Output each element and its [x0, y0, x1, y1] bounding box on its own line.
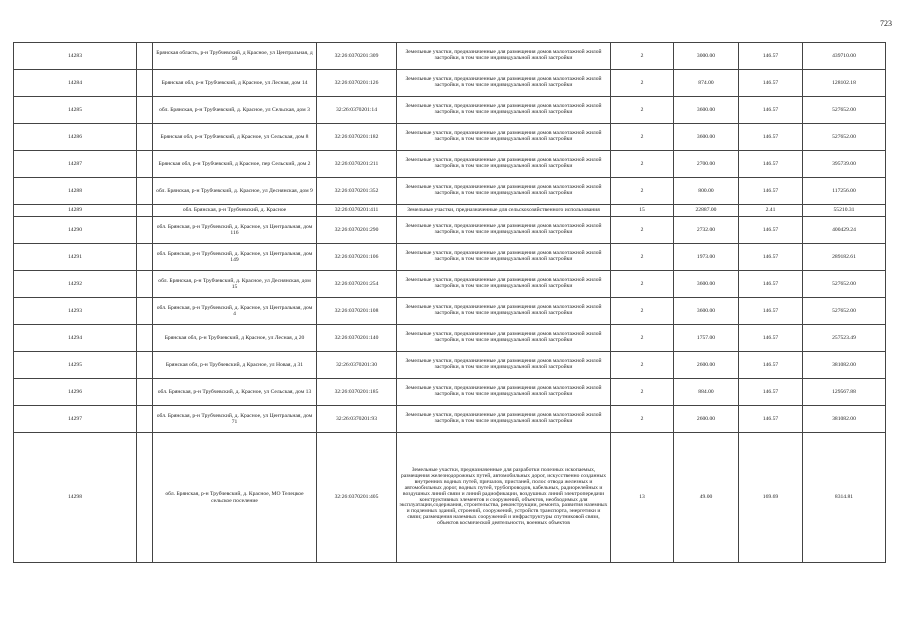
specific-value-cell: 146.57 — [739, 97, 803, 124]
cadastral-number-cell: 32:26:0370201:254 — [317, 271, 397, 298]
table-row — [14, 178, 886, 205]
cadastral-value-cell: 289182.61 — [803, 244, 886, 271]
cadastral-value-cell: 527652.00 — [803, 124, 886, 151]
table-row — [14, 298, 886, 325]
group-cell: 2 — [611, 406, 674, 433]
group-cell: 2 — [611, 178, 674, 205]
table-row — [14, 124, 886, 151]
cadastral-value-cell: 257523.49 — [803, 325, 886, 352]
row-number-cell: 14286 — [14, 124, 137, 151]
land-purpose-cell: Земельные участки, предназначенные для размещения домов малоэтажной жилой застройки, в том числе индивидуальной жилой застройки — [397, 244, 611, 271]
row-number-cell: 14291 — [14, 244, 137, 271]
table-row — [14, 43, 886, 70]
cadastral-number-cell: 32:26:0370201:352 — [317, 178, 397, 205]
group-cell: 2 — [611, 352, 674, 379]
blank-cell — [137, 70, 153, 97]
row-number-cell: 14283 — [14, 43, 137, 70]
land-purpose-cell: Земельные участки, предназначенные для размещения домов малоэтажной жилой застройки, в том числе индивидуальной жилой застройки — [397, 298, 611, 325]
address-cell: обл. Брянская, р-н Трубчевский, д. Красное — [153, 205, 317, 217]
address-cell: Брянская обл, р-н Трубчевский, д Красное, ул Сельская, дом 8 — [153, 124, 317, 151]
page-number: 723 — [880, 19, 892, 28]
area-cell: 3600.00 — [674, 124, 739, 151]
blank-cell — [137, 97, 153, 124]
group-cell: 2 — [611, 43, 674, 70]
group-cell: 2 — [611, 70, 674, 97]
land-purpose-cell: Земельные участки, предназначенные для сельскохозяйственного использования — [397, 205, 611, 217]
cadastral-value-cell: 395739.00 — [803, 151, 886, 178]
area-cell: 1757.00 — [674, 325, 739, 352]
specific-value-cell: 146.57 — [739, 70, 803, 97]
land-purpose-cell: Земельные участки, предназначенные для размещения домов малоэтажной жилой застройки, в том числе индивидуальной жилой застройки — [397, 217, 611, 244]
blank-cell — [137, 406, 153, 433]
specific-value-cell: 146.57 — [739, 217, 803, 244]
area-cell: 2600.00 — [674, 406, 739, 433]
cadastral-number-cell: 32:26:0370201:309 — [317, 43, 397, 70]
group-cell: 2 — [611, 298, 674, 325]
row-number-cell: 14294 — [14, 325, 137, 352]
blank-cell — [137, 433, 153, 563]
row-number-cell: 14292 — [14, 271, 137, 298]
area-cell: 3600.00 — [674, 97, 739, 124]
table-row — [14, 244, 886, 271]
land-purpose-cell: Земельные участки, предназначенные для размещения домов малоэтажной жилой застройки, в том числе индивидуальной жилой застройки — [397, 178, 611, 205]
group-cell: 2 — [611, 244, 674, 271]
blank-cell — [137, 271, 153, 298]
row-number-cell: 14296 — [14, 379, 137, 406]
cadastral-number-cell: 32:26:0370201:411 — [317, 205, 397, 217]
land-purpose-cell: Земельные участки, предназначенные для размещения домов малоэтажной жилой застройки, в том числе индивидуальной жилой застройки — [397, 97, 611, 124]
cadastral-number-cell: 32:26:0370201:185 — [317, 379, 397, 406]
cadastral-value-cell: 381082.00 — [803, 352, 886, 379]
specific-value-cell: 146.57 — [739, 379, 803, 406]
specific-value-cell: 146.57 — [739, 178, 803, 205]
blank-cell — [137, 124, 153, 151]
address-cell: обл. Брянская, р-н Трубчевский, д. Красное, ул Сельская, дом 13 — [153, 379, 317, 406]
area-cell: 1973.00 — [674, 244, 739, 271]
land-purpose-cell: Земельные участки, предназначенные для размещения домов малоэтажной жилой застройки, в том числе индивидуальной жилой застройки — [397, 325, 611, 352]
area-cell: 800.00 — [674, 178, 739, 205]
land-purpose-cell: Земельные участки, предназначенные для размещения домов малоэтажной жилой застройки, в том числе индивидуальной жилой застройки — [397, 151, 611, 178]
specific-value-cell: 146.57 — [739, 244, 803, 271]
table-row — [14, 406, 886, 433]
cadastral-value-cell: 400429.24 — [803, 217, 886, 244]
blank-cell — [137, 298, 153, 325]
row-number-cell: 14297 — [14, 406, 137, 433]
table-row — [14, 97, 886, 124]
row-number-cell: 14298 — [14, 433, 137, 563]
specific-value-cell: 146.57 — [739, 298, 803, 325]
specific-value-cell: 146.57 — [739, 406, 803, 433]
land-purpose-cell: Земельные участки, предназначенные для размещения домов малоэтажной жилой застройки, в том числе индивидуальной жилой застройки — [397, 124, 611, 151]
group-cell: 13 — [611, 433, 674, 563]
address-cell: обл. Брянская, р-н Трубчевский, д. Красное, ул Деснянская, дом 9 — [153, 178, 317, 205]
land-purpose-cell: Земельные участки, предназначенные для размещения домов малоэтажной жилой застройки, в том числе индивидуальной жилой застройки — [397, 352, 611, 379]
blank-cell — [137, 379, 153, 406]
cadastral-value-cell: 527652.00 — [803, 97, 886, 124]
area-cell: 49.00 — [674, 433, 739, 563]
land-purpose-cell: Земельные участки, предназначенные для размещения домов малоэтажной жилой застройки, в том числе индивидуальной жилой застройки — [397, 406, 611, 433]
table-row — [14, 271, 886, 298]
group-cell: 15 — [611, 205, 674, 217]
row-number-cell: 14284 — [14, 70, 137, 97]
cadastral-value-table — [13, 42, 886, 563]
address-cell: обл. Брянская, р-н Трубчевский, д. Красное, МО Телецкое сельское поселение — [153, 433, 317, 563]
blank-cell — [137, 217, 153, 244]
specific-value-cell: 146.57 — [739, 124, 803, 151]
cadastral-number-cell: 32:26:0370201:30 — [317, 352, 397, 379]
row-number-cell: 14285 — [14, 97, 137, 124]
cadastral-value-cell: 129567.88 — [803, 379, 886, 406]
address-cell: обл. Брянская, р-н Трубчевский, д. Красное, ул Центральная, дом 116 — [153, 217, 317, 244]
address-cell: Брянская обл, р-н Трубчевский, д Красное, ул Лесная, д 20 — [153, 325, 317, 352]
cadastral-number-cell: 32:26:0370201:106 — [317, 244, 397, 271]
table-row — [14, 379, 886, 406]
cadastral-number-cell: 32:26:0370201:290 — [317, 217, 397, 244]
table-row — [14, 352, 886, 379]
cadastral-number-cell: 32:26:0370201:108 — [317, 298, 397, 325]
area-cell: 874.00 — [674, 70, 739, 97]
area-cell: 884.00 — [674, 379, 739, 406]
cadastral-number-cell: 32:26:0370201:182 — [317, 124, 397, 151]
blank-cell — [137, 151, 153, 178]
group-cell: 2 — [611, 97, 674, 124]
area-cell: 3000.00 — [674, 43, 739, 70]
land-purpose-cell: Земельные участки, предназначенные для размещения домов малоэтажной жилой застройки, в том числе индивидуальной жилой застройки — [397, 43, 611, 70]
cadastral-value-cell: 381082.00 — [803, 406, 886, 433]
address-cell: Брянская обл, р-н Трубчевский, д Красное, пер Сельский, дом 2 — [153, 151, 317, 178]
land-purpose-cell: Земельные участки, предназначенные для размещения домов малоэтажной жилой застройки, в том числе индивидуальной жилой застройки — [397, 271, 611, 298]
blank-cell — [137, 205, 153, 217]
address-cell: Брянская область, р-н Трубчевский, д Красное, ул Центральная, д 50 — [153, 43, 317, 70]
specific-value-cell: 146.57 — [739, 151, 803, 178]
area-cell: 22887.00 — [674, 205, 739, 217]
area-cell: 2700.00 — [674, 151, 739, 178]
cadastral-number-cell: 32:26:0370201:405 — [317, 433, 397, 563]
group-cell: 2 — [611, 325, 674, 352]
area-cell: 2732.00 — [674, 217, 739, 244]
row-number-cell: 14287 — [14, 151, 137, 178]
cadastral-value-cell: 8314.81 — [803, 433, 886, 563]
cadastral-value-cell: 128102.18 — [803, 70, 886, 97]
blank-cell — [137, 178, 153, 205]
table-row — [14, 433, 886, 563]
cadastral-number-cell: 32:26:0370201:14 — [317, 97, 397, 124]
table-row — [14, 70, 886, 97]
table-row — [14, 151, 886, 178]
specific-value-cell: 146.57 — [739, 43, 803, 70]
group-cell: 2 — [611, 271, 674, 298]
cadastral-number-cell: 32:26:0370201:140 — [317, 325, 397, 352]
row-number-cell: 14288 — [14, 178, 137, 205]
row-number-cell: 14295 — [14, 352, 137, 379]
specific-value-cell: 146.57 — [739, 271, 803, 298]
land-purpose-cell: Земельные участки, предназначенные для размещения домов малоэтажной жилой застройки, в том числе индивидуальной жилой застройки — [397, 379, 611, 406]
address-cell: обл. Брянская, р-н Трубчевский, д. Красное, ул Деснянская, дом 15 — [153, 271, 317, 298]
table-row — [14, 325, 886, 352]
address-cell: обл. Брянская, р-н Трубчевский, д. Красное, ул Центральная, дом 4 — [153, 298, 317, 325]
cadastral-value-cell: 117256.00 — [803, 178, 886, 205]
cadastral-number-cell: 32:26:0370201:93 — [317, 406, 397, 433]
cadastral-value-cell: 439710.00 — [803, 43, 886, 70]
specific-value-cell: 169.69 — [739, 433, 803, 563]
cadastral-number-cell: 32:26:0370201:126 — [317, 70, 397, 97]
specific-value-cell: 2.41 — [739, 205, 803, 217]
group-cell: 2 — [611, 151, 674, 178]
area-cell: 3600.00 — [674, 271, 739, 298]
group-cell: 2 — [611, 379, 674, 406]
group-cell: 2 — [611, 217, 674, 244]
address-cell: обл. Брянская, р-н Трубчевский, д. Красное, ул Центральная, дом 149 — [153, 244, 317, 271]
cadastral-value-cell: 527652.00 — [803, 271, 886, 298]
land-purpose-cell: Земельные участки, предназначенные для размещения домов малоэтажной жилой застройки, в том числе индивидуальной жилой застройки — [397, 70, 611, 97]
address-cell: обл. Брянская, р-н Трубчевский, д. Красное, ул Сельская, дом 3 — [153, 97, 317, 124]
row-number-cell: 14290 — [14, 217, 137, 244]
table-row — [14, 205, 886, 217]
blank-cell — [137, 325, 153, 352]
blank-cell — [137, 352, 153, 379]
land-purpose-cell: Земельные участки, предназначенные для разработки полезных ископаемых, размещения железнодорожных путей, автомобильных дорог, искусственно созданных внутренних водных путей, причалов, пристаней, полос отвода железных и автомобильных дорог, водных путей, трубопроводов, кабельных, радиорелейных и воздушных линий связи и линий радиофикации, воздушных линий электропередачи конструктивных элементов и сооружений, объектов, необходимых для эксплуатации,содержания, строительства, реконструкции, ремонта, развития наземных и подземных зданий, строений, сооружений, устройств транспорта, энергетики и связи; размещения наземных сооружений и инфраструктуры спутниковой связи, объектов космической деятельности, военных объектов — [397, 433, 611, 563]
address-cell: обл. Брянская, р-н Трубчевский, д. Красное, ул Центральная, дом 71 — [153, 406, 317, 433]
row-number-cell: 14289 — [14, 205, 137, 217]
row-number-cell: 14293 — [14, 298, 137, 325]
specific-value-cell: 146.57 — [739, 325, 803, 352]
cadastral-value-cell: 55210.31 — [803, 205, 886, 217]
area-cell: 3600.00 — [674, 298, 739, 325]
area-cell: 2600.00 — [674, 352, 739, 379]
blank-cell — [137, 43, 153, 70]
specific-value-cell: 146.57 — [739, 352, 803, 379]
blank-cell — [137, 244, 153, 271]
address-cell: Брянская обл, р-н Трубчевский, д Красное, ул Лесная, дом 14 — [153, 70, 317, 97]
table-row — [14, 217, 886, 244]
group-cell: 2 — [611, 124, 674, 151]
cadastral-number-cell: 32:26:0370201:211 — [317, 151, 397, 178]
address-cell: Брянская обл, р-н Трубчевский, д Красное, ул Новая, д 31 — [153, 352, 317, 379]
cadastral-value-cell: 527652.00 — [803, 298, 886, 325]
